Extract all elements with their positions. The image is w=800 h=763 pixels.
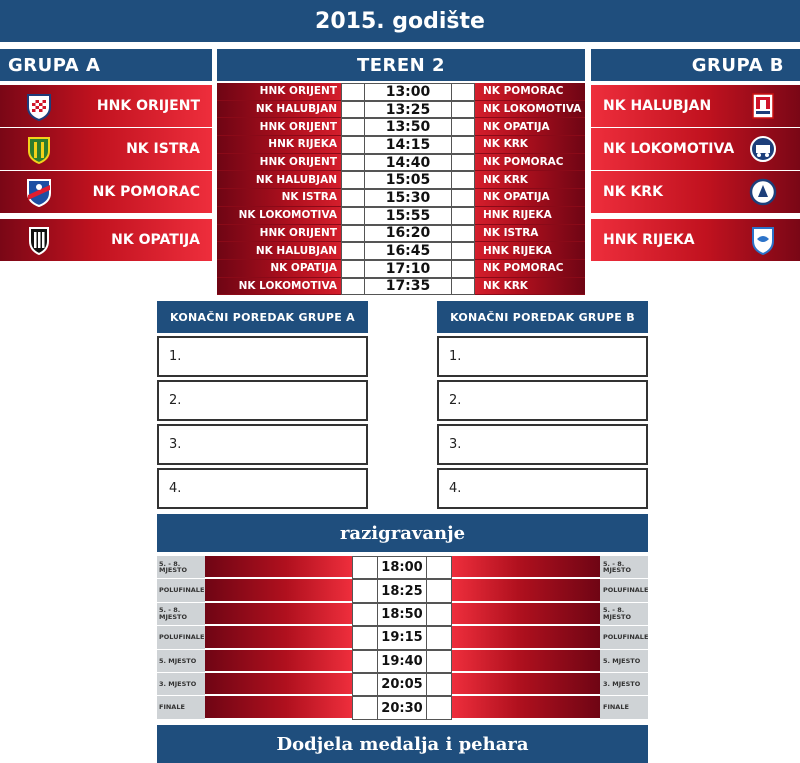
team-name: NK ISTRA [126, 141, 200, 157]
playoff-home-slot [205, 696, 352, 719]
home-score-box [352, 603, 378, 626]
playoff-label: POLUFINALE [157, 579, 205, 602]
match-row [217, 154, 585, 172]
playoff-row [157, 696, 648, 719]
match-time: 13:25 [365, 101, 451, 119]
playoff-label: 5. - 8. MJESTO [157, 556, 205, 579]
standings-row: 2. [437, 380, 648, 421]
group-a-header: GRUPA A [0, 49, 212, 81]
match-time: 15:30 [365, 189, 451, 207]
playoff-label: 5. - 8. MJESTO [600, 556, 648, 579]
group-b-team [591, 128, 800, 170]
home-team: NK OPATIJA [217, 260, 341, 278]
playoff-row [157, 650, 648, 673]
away-team: NK POMORAC [475, 154, 585, 172]
opatija-crest-icon [24, 224, 54, 256]
standings-row: 3. [437, 424, 648, 465]
pomorac-crest-icon [24, 176, 54, 208]
away-score-box [451, 242, 475, 260]
home-score-box [341, 207, 365, 225]
home-score-box [341, 225, 365, 243]
standings-row: 1. [437, 336, 648, 377]
playoff-label: FINALE [157, 696, 205, 719]
away-team: NK POMORAC [475, 83, 585, 101]
lokomotiva-crest-icon [748, 133, 778, 165]
away-score-box [451, 260, 475, 278]
home-score-box [341, 260, 365, 278]
playoff-away-slot [452, 696, 600, 719]
away-team: NK ISTRA [475, 225, 585, 243]
match-row [217, 136, 585, 154]
group-b-team [591, 171, 800, 213]
home-score-box [352, 556, 378, 579]
away-score-box [451, 118, 475, 136]
playoff-home-slot [205, 556, 352, 579]
home-team: NK HALUBJAN [217, 171, 341, 189]
away-team: NK KRK [475, 171, 585, 189]
playoff-label: 3. MJESTO [600, 673, 648, 696]
home-score-box [341, 136, 365, 154]
away-score-box [451, 83, 475, 101]
away-team: HNK RIJEKA [475, 207, 585, 225]
away-score-box [426, 556, 452, 579]
playoff-label: 5. - 8. MJESTO [157, 603, 205, 626]
team-name: NK HALUBJAN [603, 98, 712, 114]
away-score-box [426, 696, 452, 719]
playoff-row [157, 626, 648, 649]
away-score-box [451, 101, 475, 119]
match-time: 15:05 [365, 171, 451, 189]
playoff-row [157, 579, 648, 602]
playoffs-header: razigravanje [157, 514, 648, 552]
away-score-box [451, 154, 475, 172]
home-score-box [341, 171, 365, 189]
home-score-box [341, 278, 365, 296]
team-name: NK KRK [603, 184, 663, 200]
home-team: NK LOKOMOTIVA [217, 207, 341, 225]
team-name: NK POMORAC [92, 184, 200, 200]
away-score-box [426, 603, 452, 626]
match-time: 17:10 [365, 260, 451, 278]
home-score-box [352, 626, 378, 649]
team-name: HNK RIJEKA [603, 232, 695, 248]
match-row [217, 242, 585, 260]
match-row [217, 225, 585, 243]
playoff-home-slot [205, 673, 352, 696]
group-b-header: GRUPA B [591, 49, 800, 81]
away-score-box [451, 171, 475, 189]
medal-ceremony-banner: Dodjela medalja i pehara [157, 725, 648, 763]
match-time: 13:00 [365, 83, 451, 101]
match-time: 16:45 [365, 242, 451, 260]
match-row [217, 260, 585, 278]
standings-title: KONAČNI POREDAK GRUPE B [437, 301, 648, 333]
standings-row: 4. [157, 468, 368, 509]
group-a-team [0, 128, 212, 170]
home-score-box [341, 101, 365, 119]
playoff-label: 5. MJESTO [600, 650, 648, 673]
playoff-time: 18:00 [378, 556, 426, 579]
standings-group-a [157, 301, 368, 509]
standings-row: 1. [157, 336, 368, 377]
away-score-box [426, 650, 452, 673]
team-name: HNK ORIJENT [96, 98, 200, 114]
match-row [217, 189, 585, 207]
away-team: NK KRK [475, 278, 585, 296]
group-a-team [0, 85, 212, 127]
away-team: NK OPATIJA [475, 189, 585, 207]
playoff-time: 19:15 [378, 626, 426, 649]
away-score-box [451, 207, 475, 225]
playoff-time: 18:50 [378, 603, 426, 626]
home-score-box [341, 83, 365, 101]
playoff-away-slot [452, 650, 600, 673]
away-team: NK KRK [475, 136, 585, 154]
orijent-crest-icon [24, 90, 54, 122]
field-header: TEREN 2 [217, 49, 585, 81]
home-team: HNK RIJEKA [217, 136, 341, 154]
home-score-box [352, 696, 378, 719]
playoff-label: 5. - 8. MJESTO [600, 603, 648, 626]
standings-title: KONAČNI POREDAK GRUPE A [157, 301, 368, 333]
group-a-teams [0, 85, 212, 262]
away-score-box [426, 673, 452, 696]
playoff-label: POLUFINALE [157, 626, 205, 649]
away-score-box [426, 626, 452, 649]
home-team: HNK ORIJENT [217, 154, 341, 172]
match-row [217, 171, 585, 189]
playoff-row [157, 673, 648, 696]
rijeka-crest-icon [748, 224, 778, 256]
home-team: HNK ORIJENT [217, 83, 341, 101]
group-b-teams [591, 85, 800, 262]
playoff-away-slot [452, 556, 600, 579]
match-time: 13:50 [365, 118, 451, 136]
istra-crest-icon [24, 133, 54, 165]
home-score-box [341, 154, 365, 172]
home-score-box [341, 189, 365, 207]
home-team: NK HALUBJAN [217, 242, 341, 260]
match-row [217, 207, 585, 225]
away-score-box [451, 278, 475, 296]
home-team: HNK ORIJENT [217, 225, 341, 243]
standings-row: 4. [437, 468, 648, 509]
team-name: NK LOKOMOTIVA [603, 141, 735, 157]
match-time: 16:20 [365, 225, 451, 243]
playoff-row [157, 556, 648, 579]
match-row [217, 118, 585, 136]
group-b-team [591, 217, 800, 261]
match-time: 15:55 [365, 207, 451, 225]
playoff-label: 3. MJESTO [157, 673, 205, 696]
match-row [217, 101, 585, 119]
playoff-home-slot [205, 603, 352, 626]
playoff-time: 20:30 [378, 696, 426, 719]
home-team: NK HALUBJAN [217, 101, 341, 119]
home-team: NK LOKOMOTIVA [217, 278, 341, 296]
playoff-label: FINALE [600, 696, 648, 719]
home-score-box [352, 579, 378, 602]
playoff-away-slot [452, 603, 600, 626]
playoff-time: 18:25 [378, 579, 426, 602]
home-score-box [341, 118, 365, 136]
standings-group-b [437, 301, 648, 509]
match-time: 14:15 [365, 136, 451, 154]
match-schedule [217, 83, 585, 295]
standings-row: 2. [157, 380, 368, 421]
group-b-team [591, 85, 800, 127]
playoff-away-slot [452, 579, 600, 602]
match-time: 14:40 [365, 154, 451, 172]
standings-row: 3. [157, 424, 368, 465]
match-row [217, 83, 585, 101]
playoff-schedule [157, 556, 648, 720]
away-team: NK LOKOMOTIVA [475, 101, 585, 119]
away-score-box [451, 189, 475, 207]
home-score-box [352, 650, 378, 673]
away-team: NK OPATIJA [475, 118, 585, 136]
page-title: 2015. godište [0, 0, 800, 42]
match-time: 17:35 [365, 278, 451, 296]
group-a-team [0, 171, 212, 213]
group-a-team [0, 217, 212, 261]
playoff-label: 5. MJESTO [157, 650, 205, 673]
away-score-box [426, 579, 452, 602]
playoff-home-slot [205, 650, 352, 673]
match-row [217, 278, 585, 296]
home-score-box [341, 242, 365, 260]
team-name: NK OPATIJA [111, 232, 200, 248]
playoff-time: 20:05 [378, 673, 426, 696]
playoff-home-slot [205, 579, 352, 602]
home-team: NK ISTRA [217, 189, 341, 207]
away-team: NK POMORAC [475, 260, 585, 278]
playoff-away-slot [452, 673, 600, 696]
playoff-label: POLUFINALE [600, 579, 648, 602]
away-score-box [451, 225, 475, 243]
playoff-away-slot [452, 626, 600, 649]
playoff-label: POLUFINALE [600, 626, 648, 649]
away-score-box [451, 136, 475, 154]
home-team: HNK ORIJENT [217, 118, 341, 136]
krk-crest-icon [748, 176, 778, 208]
home-score-box [352, 673, 378, 696]
playoff-home-slot [205, 626, 352, 649]
away-team: HNK RIJEKA [475, 242, 585, 260]
halubjan-crest-icon [748, 90, 778, 122]
playoff-row [157, 603, 648, 626]
playoff-time: 19:40 [378, 650, 426, 673]
